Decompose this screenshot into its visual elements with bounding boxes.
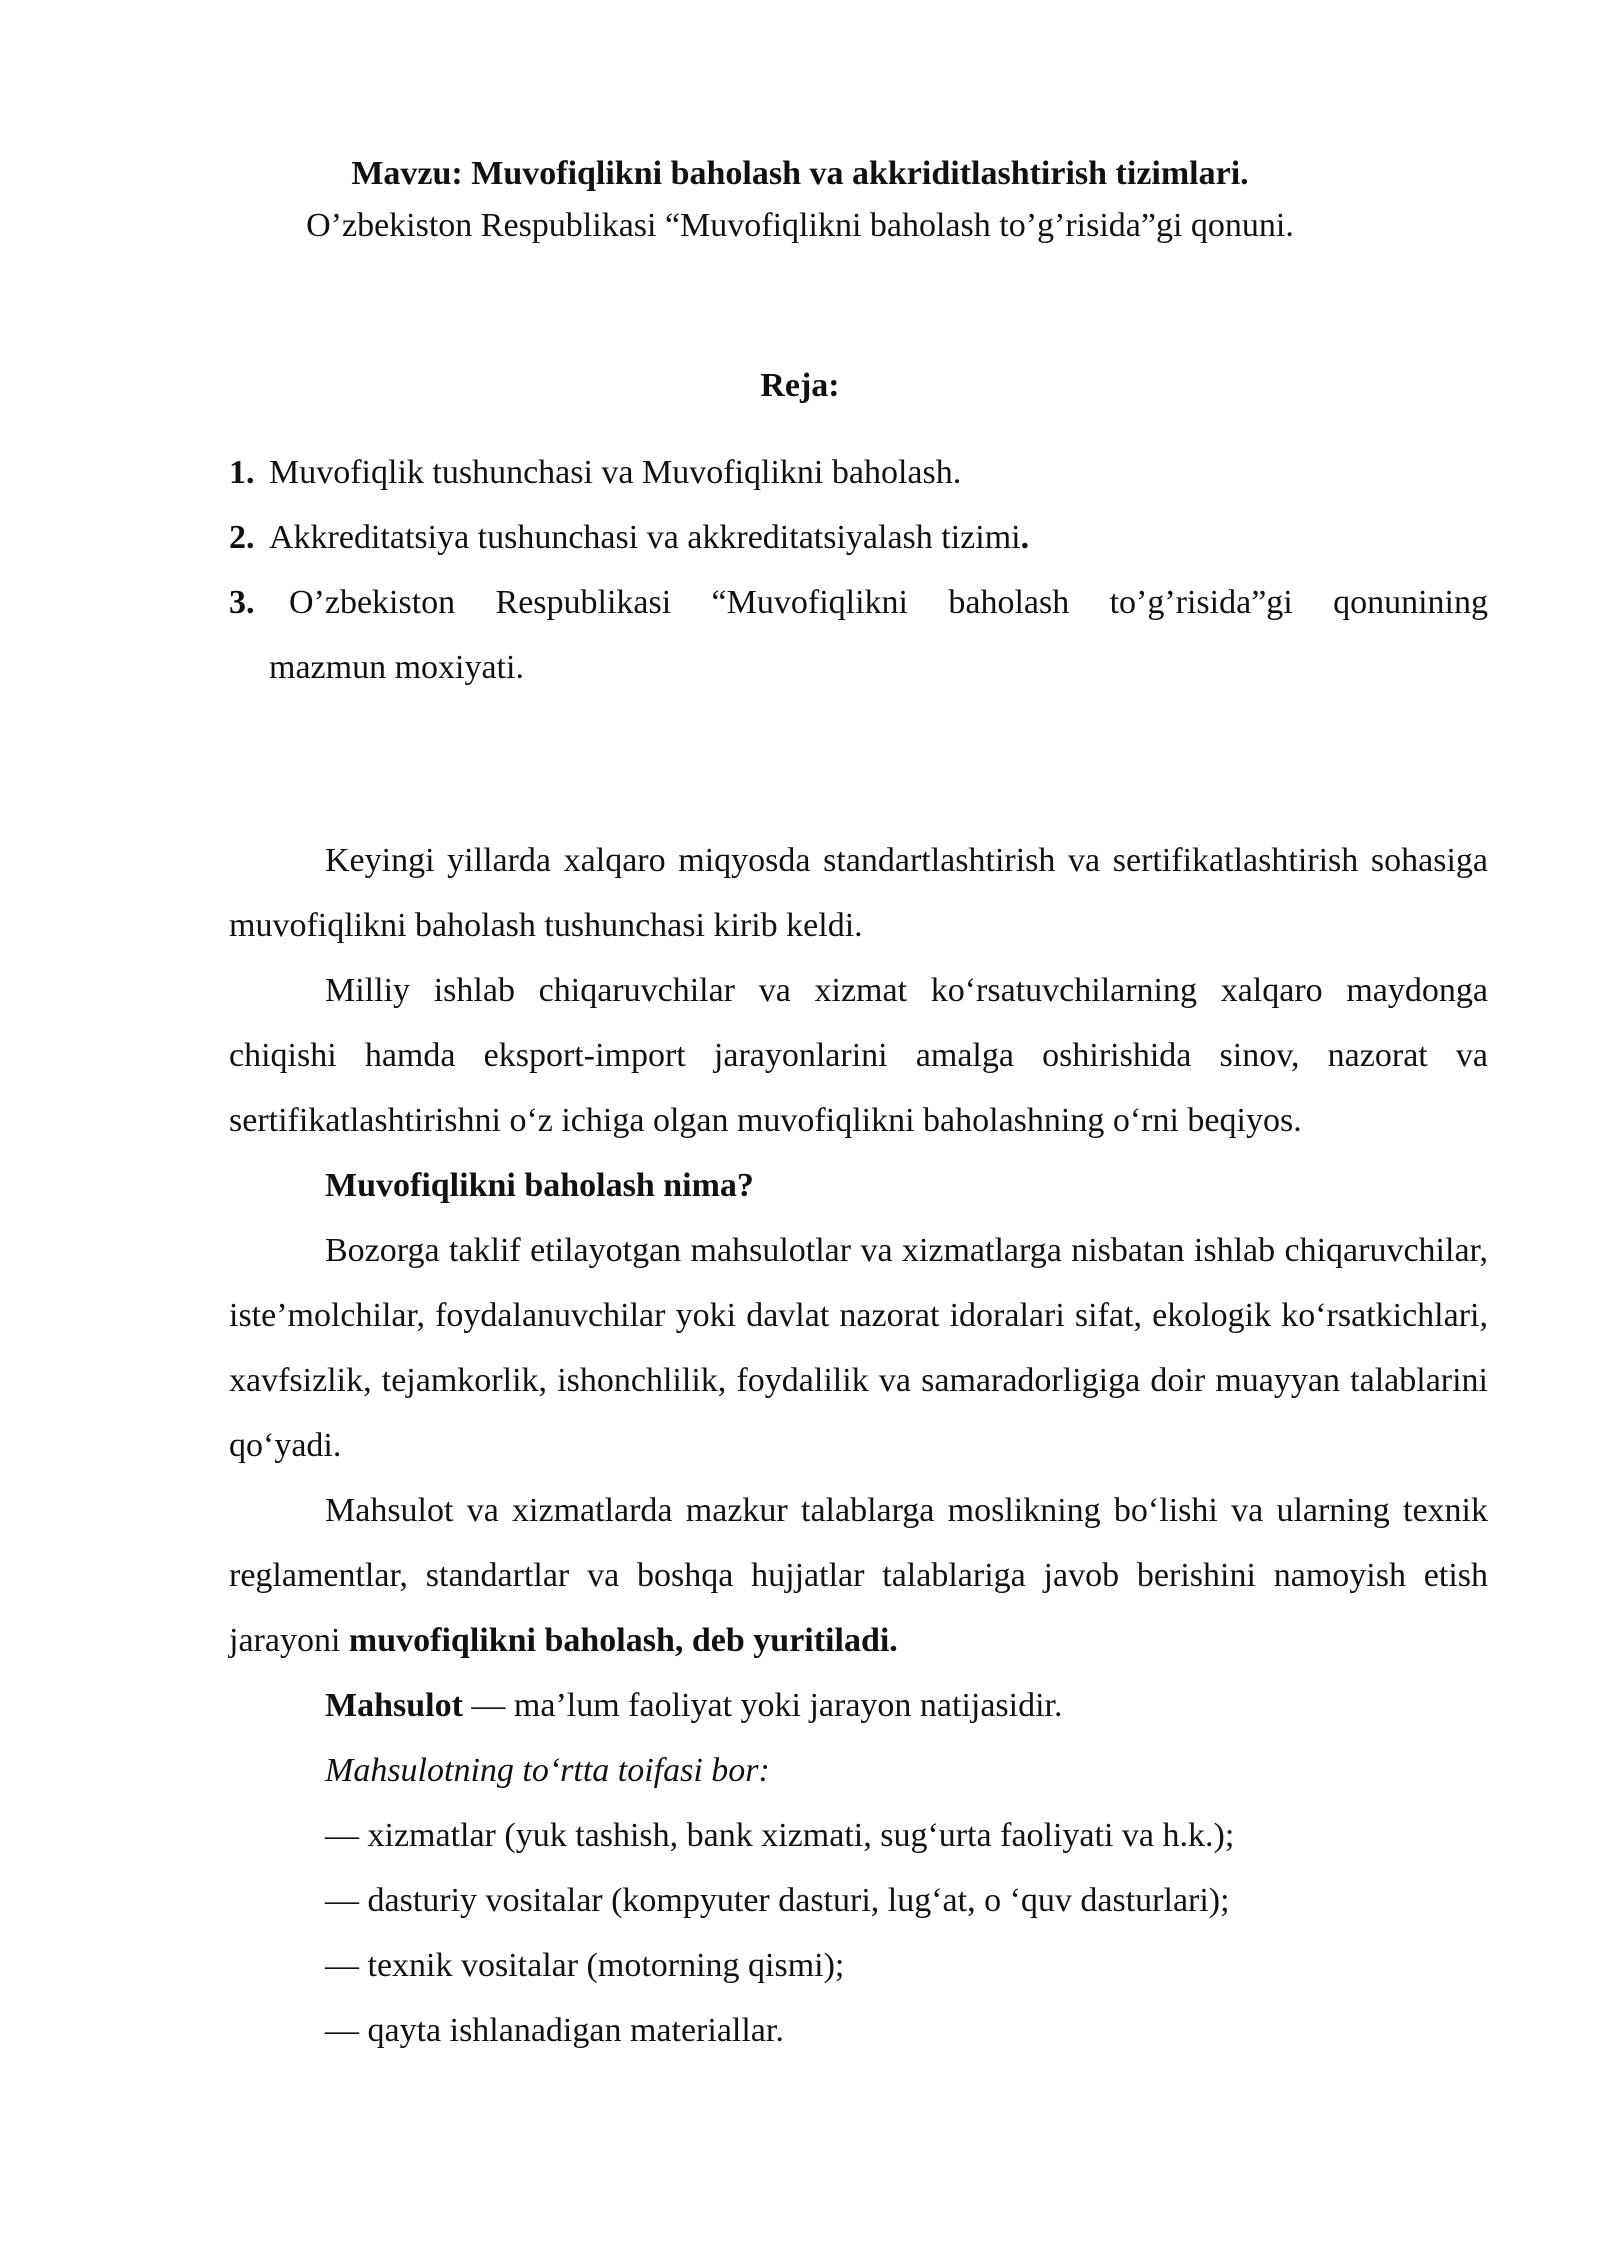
plan-item-number: 2.: [229, 519, 255, 556]
definition: [229, 1673, 1488, 1738]
plan-item: [229, 570, 1488, 700]
list-item: — xizmatlar (yuk tashish, bank xizmati, sug‘urta faoliyati va h.k.);: [325, 1817, 1235, 1854]
paragraph-text: Mahsulot va xizmatlarda mazkur talablarga moslikning bo‘lishi va ularning texnik reglamentlar, standartlar va boshqa hujjatlar talablariga javob berishini namoyish etish jarayoni: [229, 1492, 1488, 1659]
paragraph: Bozorga taklif etilayotgan mahsulotlar va xizmatlarga nisbatan ishlab chiqaruvchilar, iste’molchilar, foydalanuvchilar yoki davlat nazorat idoralari sifat, ekologik ko‘rsatkichlari, xavfsizlik, tejamkorlik, ishonchlilik, foydalilik va samaradorligiga doir muayyan talablarini qo‘yadi.: [229, 1232, 1488, 1464]
paragraph: Keyingi yillarda xalqaro miqyosda standartlashtirish va sertifikatlashtirish sohasiga muvofiqlikni baholash tushunchasi kirib keldi.: [229, 842, 1488, 944]
plan-item-text-continued: mazmun moxiyati.: [269, 649, 524, 686]
list-item: — texnik vositalar (motorning qismi);: [325, 1947, 845, 1984]
types-intro: Mahsulotning to‘rtta toifasi bor:: [325, 1752, 770, 1789]
page-subtitle: O’zbekiston Respublikasi “Muvofiqlikni baholash to’g’risida”gi qonuni.: [306, 207, 1294, 244]
list-item: — qayta ishlanadigan materiallar.: [325, 2012, 784, 2049]
plan-item-text: Muvofiqlik tushunchasi va Muvofiqlikni baholash.: [269, 454, 962, 491]
section-question: Muvofiqlikni baholash nima?: [325, 1167, 754, 1204]
plan-list: [229, 440, 1488, 700]
plan-item: [229, 440, 1488, 505]
paragraph: [229, 1478, 1488, 1673]
list-item: — dasturiy vositalar (kompyuter dasturi, lug‘at, o ‘quv dasturlari);: [325, 1882, 1230, 1919]
document-body: [229, 828, 1488, 2063]
plan-item-text: Akkreditatsiya tushunchasi va akkreditatsiyalash tizimi: [269, 519, 1021, 556]
plan-item-number: 1.: [229, 454, 255, 491]
definition-text: — ma’lum faoliyat yoki jarayon natijasidir.: [471, 1687, 1063, 1724]
plan-item: [229, 505, 1488, 570]
definition-term: Mahsulot: [325, 1687, 463, 1724]
plan-item-period: .: [1020, 519, 1030, 556]
plan-item-number: 3.: [229, 584, 255, 621]
page-title: Mavzu: Muvofiqlikni baholash va akkriditlashtirish tizimlari.: [351, 155, 1249, 192]
plan-heading: Reja:: [760, 367, 840, 404]
plan-item-text: O’zbekiston Respublikasi “Muvofiqlikni baholash to’g’risida”gi qonunining: [289, 584, 1488, 621]
paragraph-bold-text: muvofiqlikni baholash, deb yuritiladi.: [348, 1622, 898, 1659]
paragraph: Milliy ishlab chiqaruvchilar va xizmat ko‘rsatuvchilarning xalqaro maydonga chiqishi hamda eksport-import jarayonlarini amalga oshirishida sinov, nazorat va sertifikatlashtirishni o‘z ichiga olgan muvofiqlikni baholashning o‘rni beqiyos.: [229, 972, 1488, 1139]
